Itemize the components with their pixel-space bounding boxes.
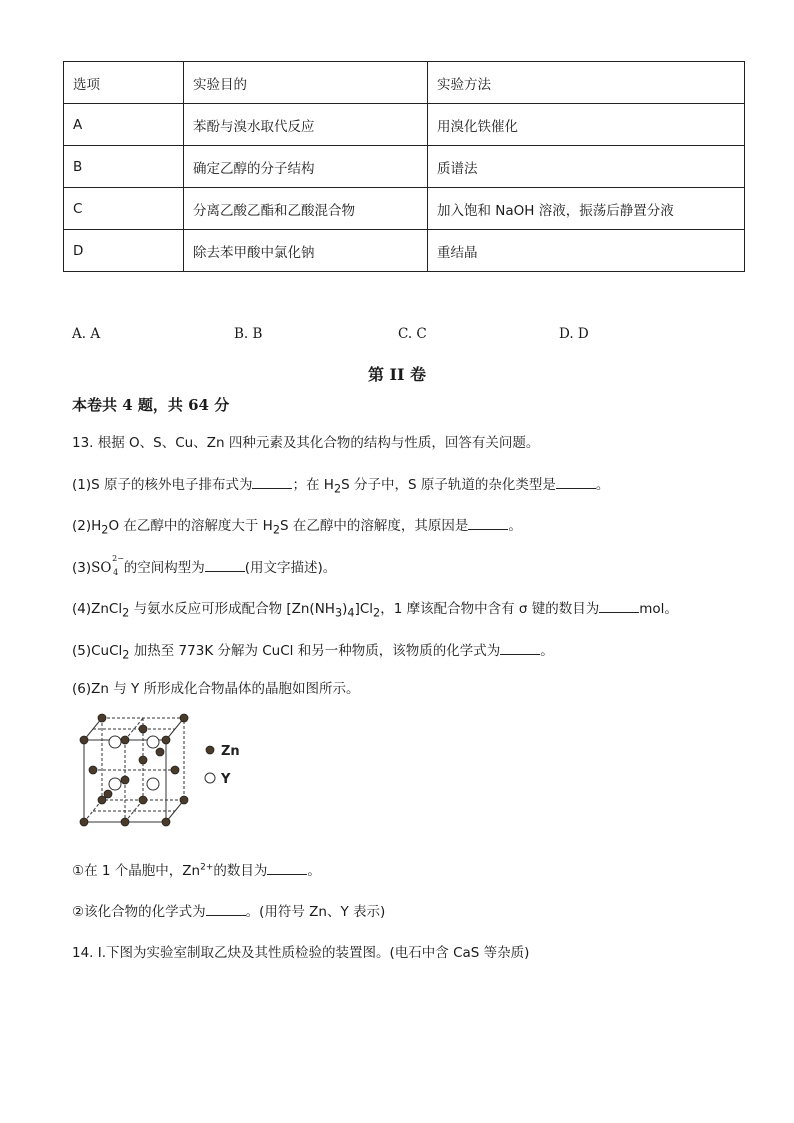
choice-d: D. D (559, 326, 589, 342)
row-purpose: 分离乙酸乙酯和乙酸混合物 (184, 188, 428, 230)
zn-legend-marker (206, 746, 214, 754)
row-option: B (64, 146, 184, 188)
table-header-row (64, 62, 745, 104)
q14-stem: 14. I.下图为实验室制取乙炔及其性质检验的装置图。(电石中含 CaS 等杂质) (72, 945, 530, 961)
row-option: D (64, 230, 184, 272)
answer-blank (267, 862, 307, 875)
y-legend-marker (205, 773, 215, 783)
section-title: 第 II 卷 (367, 365, 427, 384)
q13-part5: (5)CuCl$_2$ 加热至 773K 分解为 CuCl 和另一种物质，该物质的化学式为 。 (72, 643, 554, 662)
row-method: 重结晶 (428, 230, 745, 272)
row-method: 用溴化铁催化 (428, 104, 745, 146)
section-note: 本卷共 4 题，共 64 分 (72, 396, 230, 414)
answer-blank (500, 642, 540, 655)
choice-c: C. C (398, 326, 427, 342)
experiment-table-container (63, 61, 744, 272)
row-option: A (64, 104, 184, 146)
q13-part1: (1)S 原子的核外电子排布式为 ；在 $H_2S$ 分子中，S 原子轨道的杂化类型是 。 (72, 477, 610, 496)
answer-blank (252, 476, 292, 489)
row-purpose: 确定乙醇的分子结构 (184, 146, 428, 188)
table-row (64, 230, 745, 272)
row-option: C (64, 188, 184, 230)
header-option: 选项 (64, 62, 184, 104)
answer-choices (72, 326, 752, 346)
header-method: 实验方法 (428, 62, 745, 104)
q13-stem: 13. 根据 O、S、Cu、Zn 四种元素及其化合物的结构与性质，回答有关问题。 (72, 435, 540, 451)
q13-sub2: ②该化合物的化学式为 。(用符号 Zn、Y 表示) (72, 904, 386, 920)
q13-part4: (4)ZnCl$_2$ 与氨水反应可形成配合物 $[Zn(NH_3)_4]Cl_2$，1 摩该配合物中含有 σ 键的数目为 mol。 (72, 601, 678, 620)
unit-cell-diagram (72, 712, 262, 832)
sulfate-ion: SO 2− 4 (91, 554, 124, 577)
q13-sub1: ①在 1 个晶胞中，$Zn^{2+}$的数目为 。 (72, 862, 321, 879)
answer-blank (468, 517, 508, 530)
table-row (64, 104, 745, 146)
answer-blank (205, 559, 245, 572)
y-legend-label: Y (221, 772, 231, 787)
choice-a: A. A (72, 326, 101, 342)
table-row (64, 146, 745, 188)
crystal-cell-figure (72, 712, 262, 832)
choice-b: B. B (234, 326, 263, 342)
answer-blank (556, 476, 596, 489)
q13-part2: $(2)H_2O$ 在乙醇中的溶解度大于 $H_2S$ 在乙醇中的溶解度，其原因是 。 (72, 518, 522, 537)
row-purpose: 苯酚与溴水取代反应 (184, 104, 428, 146)
row-purpose: 除去苯甲酸中氯化钠 (184, 230, 428, 272)
answer-blank (599, 600, 639, 613)
table-row (64, 188, 745, 230)
zn-legend-label: Zn (221, 744, 240, 759)
row-method: 质谱法 (428, 146, 745, 188)
row-method: 加入饱和 NaOH 溶液，振荡后静置分液 (428, 188, 745, 230)
q13-part6: (6)Zn 与 Y 所形成化合物晶体的晶胞如图所示。 (72, 681, 360, 697)
answer-blank (206, 903, 246, 916)
q13-part3: (3)SO 2− 4 的空间构型为 (用文字描述)。 (72, 554, 337, 577)
experiment-table (63, 61, 745, 272)
header-purpose: 实验目的 (184, 62, 428, 104)
